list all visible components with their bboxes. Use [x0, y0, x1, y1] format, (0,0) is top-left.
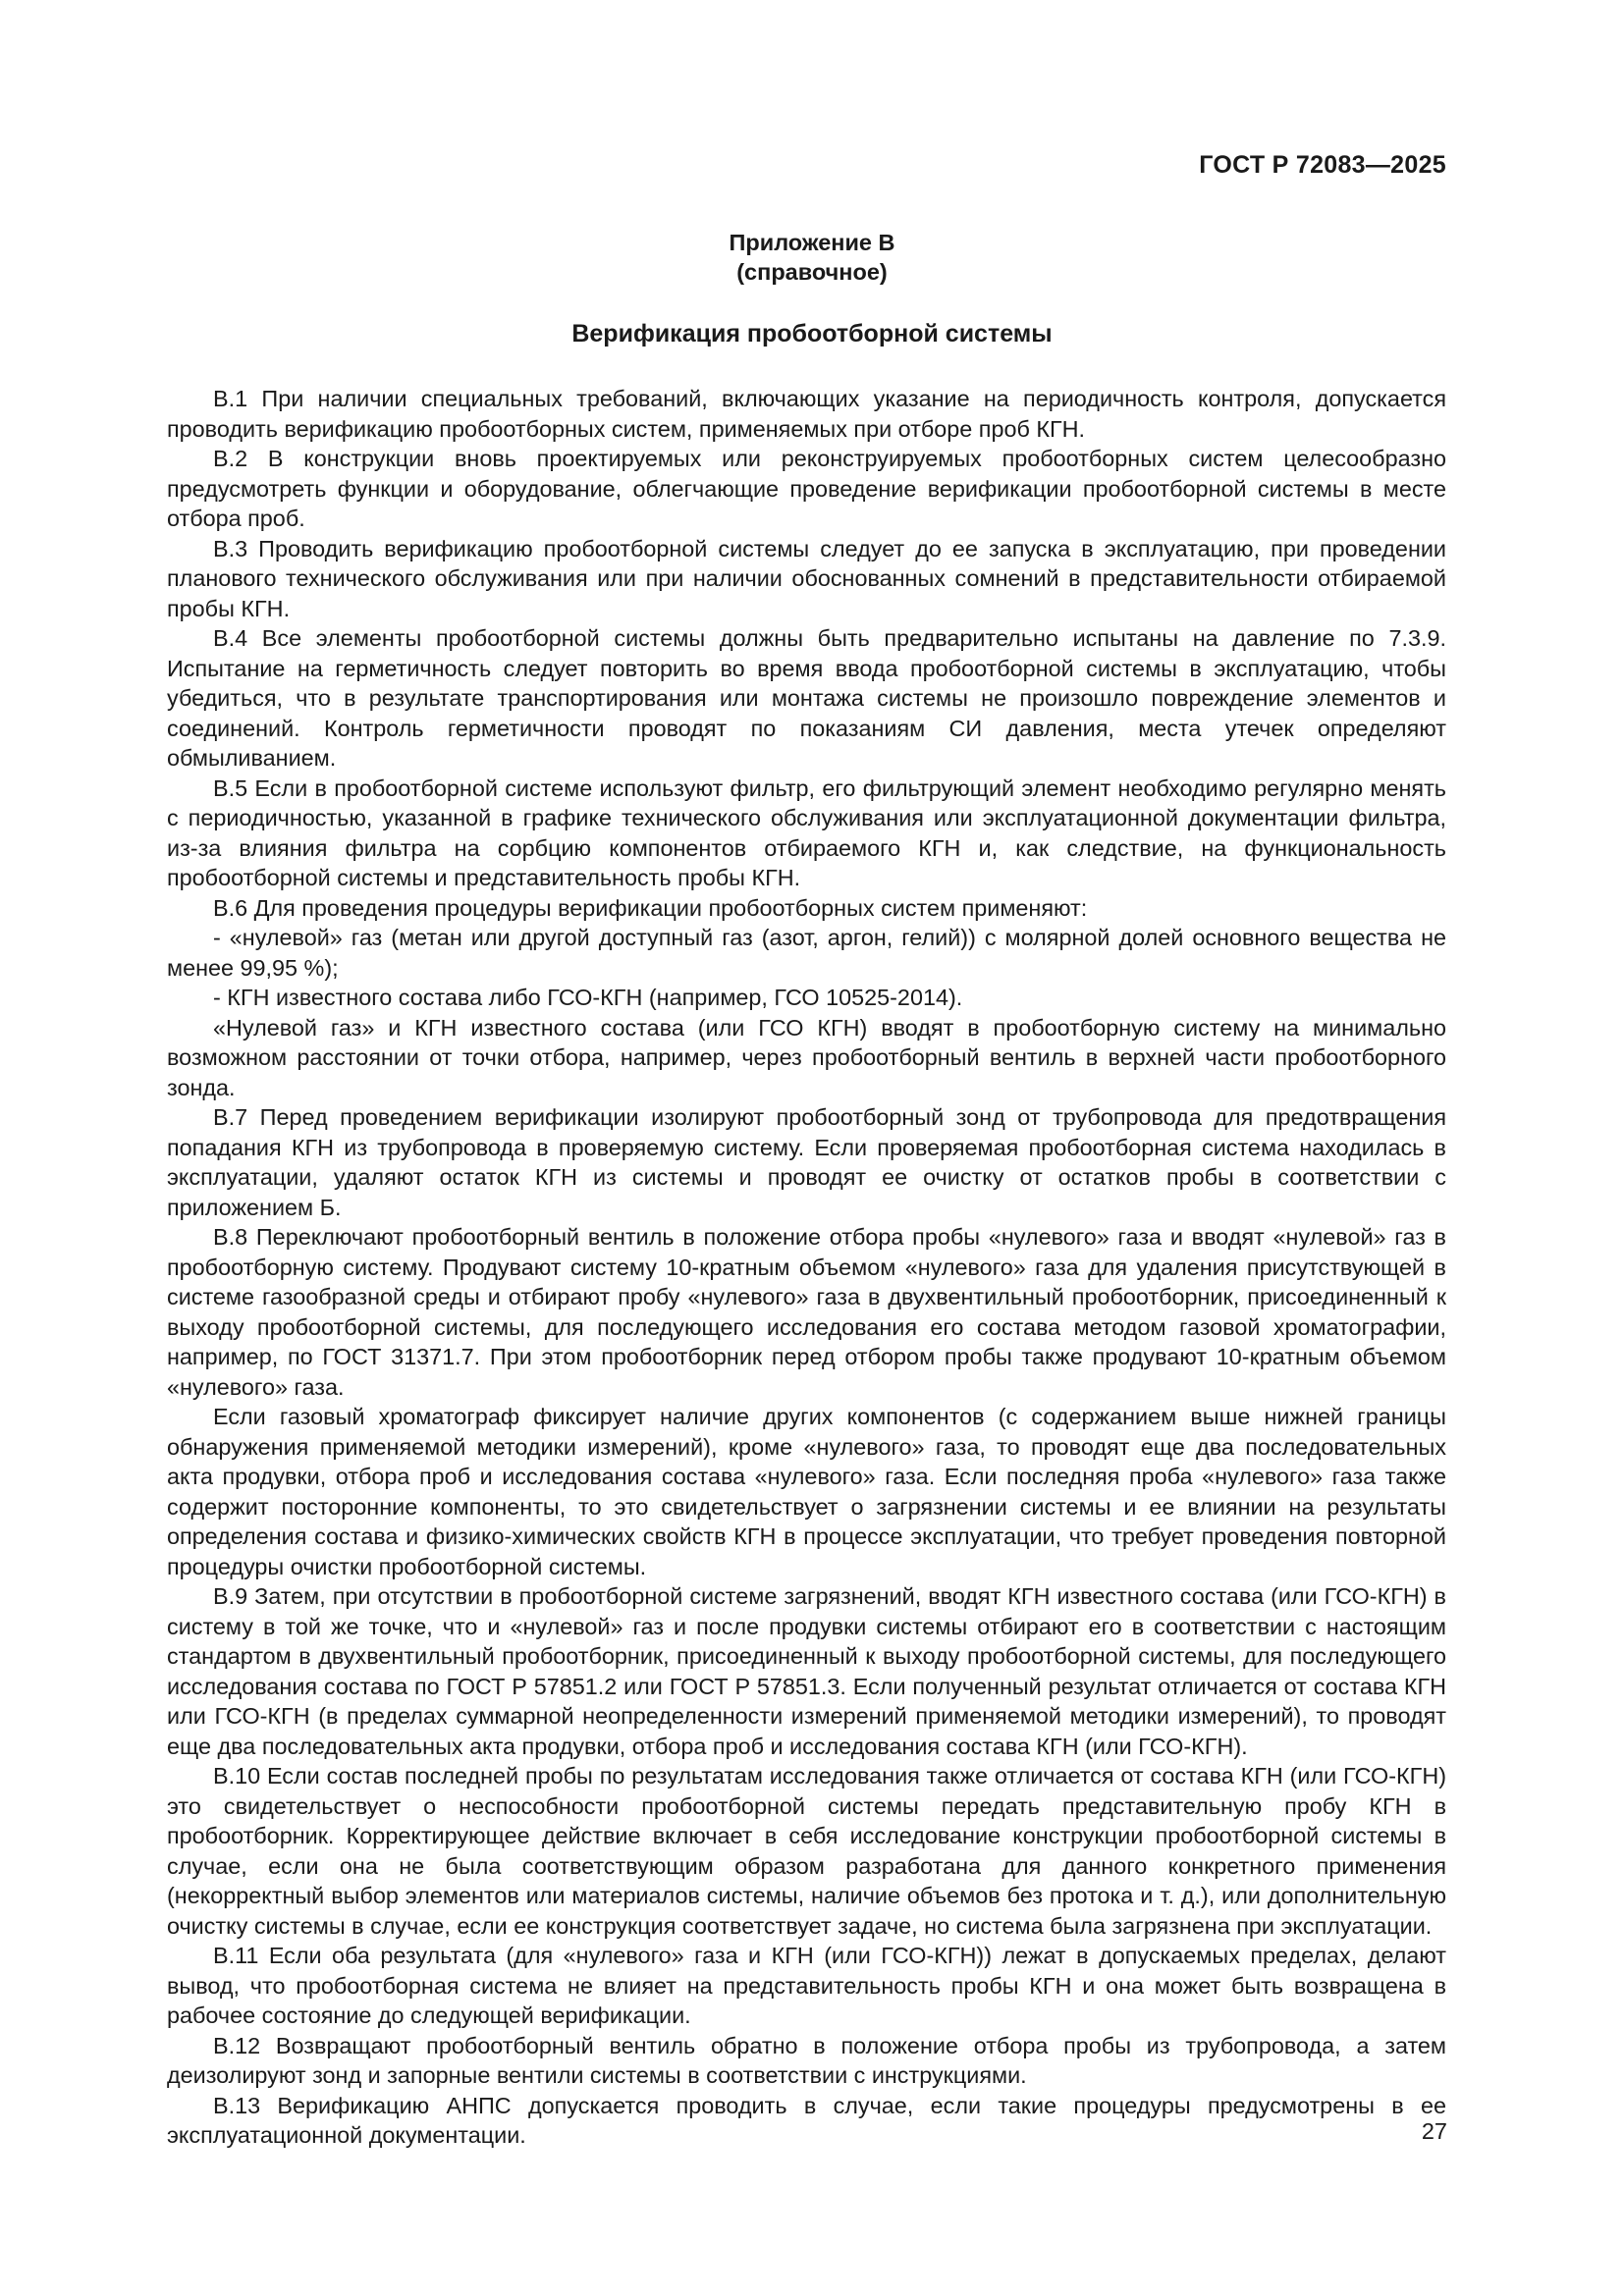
paragraph-b9: В.9 Затем, при отсутствии в пробоотборной системе загрязнений, вводят КГН известного состава (или ГСО-КГН) в систему в той же точке, что и «нулевой» газ и после продувки системы отбирают его в соответствии с настоящим стандартом в двухвентильный пробоотборник, присоединенный к выходу пробоотборной системы, для последующего исследования состава по ГОСТ Р 57851.2 или ГОСТ Р 57851.3. Если полученный результат отличается от состава КГН или ГСО-КГН (в пределах суммарной неопределенности измерений применяемой методики измерений), то проводят еще два последовательных акта продувки, отбора проб и исследования состава КГН (или ГСО-КГН). [167, 1583, 1446, 1759]
paragraph-b3: В.3 Проводить верификацию пробоотборной системы следует до ее запуска в эксплуатацию, при проведении планового технического обслуживания или при наличии обоснованных сомнений в представительности отбираемой пробы КГН. [167, 535, 1446, 621]
appendix-type: (справочное) [736, 259, 888, 285]
document-standard-header: ГОСТ Р 72083—2025 [1199, 151, 1446, 179]
paragraph-b6-note: «Нулевой газ» и КГН известного состава (или ГСО КГН) вводят в пробоотборную систему на минимально возможном расстоянии от точки отбора, например, через пробоотборный вентиль в верхней части пробоотборного зонда. [167, 1014, 1446, 1100]
paragraph-b6: В.6 Для проведения процедуры верификации пробоотборных систем применяют: [213, 894, 1088, 921]
page-number: 27 [1421, 2118, 1447, 2144]
paragraph-b8-continued: Если газовый хроматограф фиксирует наличие других компонентов (с содержанием выше нижней границы обнаружения применяемой методики измерений), кроме «нулевого» газа, то проводят еще два последовательных акта продувки, отбора проб и исследования состава «нулевого» газа. Если последняя проба «нулевого» газа также содержит посторонние компоненты, то это свидетельствует о загрязнении системы и ее влиянии на результаты определения состава и физико-химических свойств КГН в процессе эксплуатации, что требует проведения повторной процедуры очистки пробоотборной системы. [167, 1404, 1446, 1579]
paragraph-b11: В.11 Если оба результата (для «нулевого» газа и КГН (или ГСО-КГН)) лежат в допускаемых пределах, делают вывод, что пробоотборная система не влияет на представительность пробы КГН и она может быть возвращена в рабочее состояние до следующей верификации. [167, 1943, 1446, 2028]
list-item-zero-gas: - «нулевой» газ (метан или другой доступный газ (азот, аргон, гелий)) с молярной долей основного вещества не менее 99,95 %); [167, 925, 1446, 981]
body-text [167, 384, 1446, 2151]
appendix-heading [0, 228, 1624, 287]
paragraph-b10: В.10 Если состав последней пробы по результатам исследования также отличается от состава КГН (или ГСО-КГН) это свидетельствует о неспособности пробоотборной системы передать представительную пробу КГН в пробоотборник. Корректирующее действие включает в себя исследование конструкции пробоотборной системы в случае, если она не была соответствующим образом разработана для данного конкретного применения (некорректный выбор элементов или материалов системы, наличие объемов без протока и т. д.), или дополнительную очистку системы в случае, если ее конструкция соответствует задаче, но система была загрязнена при эксплуатации. [167, 1763, 1446, 1939]
paragraph-b7: В.7 Перед проведением верификации изолируют пробоотборный зонд от трубопровода для предотвращения попадания КГН из трубопровода в проверяемую систему. Если проверяемая пробоотборная система находилась в эксплуатации, удаляют остаток КГН из системы и проводят ее очистку от остатков пробы в соответствии с приложением Б. [167, 1104, 1446, 1220]
section-title: Верификация пробоотборной системы [571, 320, 1053, 347]
paragraph-b2: В.2 В конструкции вновь проектируемых или реконструируемых пробоотборных систем целесообразно предусмотреть функции и оборудование, облегчающие проведение верификации пробоотборной системы в месте отбора проб. [167, 446, 1446, 531]
paragraph-b4: В.4 Все элементы пробоотборной системы должны быть предварительно испытаны на давление по 7.3.9. Испытание на герметичность следует повторить во время ввода пробоотборной системы в эксплуатацию, чтобы убедиться, что в результате транспортирования или монтажа системы не произошло повреждение элементов и соединений. Контроль герметичности проводят по показаниям СИ давления, места утечек определяют обмыливанием. [167, 625, 1446, 771]
paragraph-b12: В.12 Возвращают пробоотборный вентиль обратно в положение отбора пробы из трубопровода, а затем деизолируют зонд и запорные вентили системы в соответствии с инструкциями. [167, 2032, 1446, 2088]
paragraph-b8: В.8 Переключают пробоотборный вентиль в положение отбора пробы «нулевого» газа и вводят «нулевой» газ в пробоотборную систему. Продувают систему 10-кратным объемом «нулевого» газа для удаления присутствующей в системе газообразной среды и отбирают пробу «нулевого» газа в двухвентильный пробоотборник, присоединенный к выходу пробоотборной системы, для последующего исследования его состава методом газовой хроматографии, например, по ГОСТ 31371.7. При этом пробоотборник перед отбором пробы также продувают 10-кратным объемом «нулевого» газа. [167, 1224, 1446, 1400]
appendix-label: Приложение В [729, 230, 895, 255]
paragraph-b1: В.1 При наличии специальных требований, включающих указание на периодичность контроля, допускается проводить верификацию пробоотборных систем, применяемых при отборе проб КГН. [167, 386, 1446, 442]
list-item-kgn-known: - КГН известного состава либо ГСО-КГН (например, ГСО 10525-2014). [213, 985, 963, 1010]
paragraph-b13: В.13 Верификацию АНПС допускается проводить в случае, если такие процедуры предусмотрены в ее эксплуатационной документации. [167, 2092, 1446, 2148]
paragraph-b5: В.5 Если в пробоотборной системе используют фильтр, его фильтрующий элемент необходимо регулярно менять с периодичностью, указанной в графике технического обслуживания или эксплуатационной документации фильтра, из-за влияния фильтра на сорбцию компонентов отбираемого КГН и, как следствие, на функциональность пробоотборной системы и представительность пробы КГН. [167, 774, 1446, 890]
